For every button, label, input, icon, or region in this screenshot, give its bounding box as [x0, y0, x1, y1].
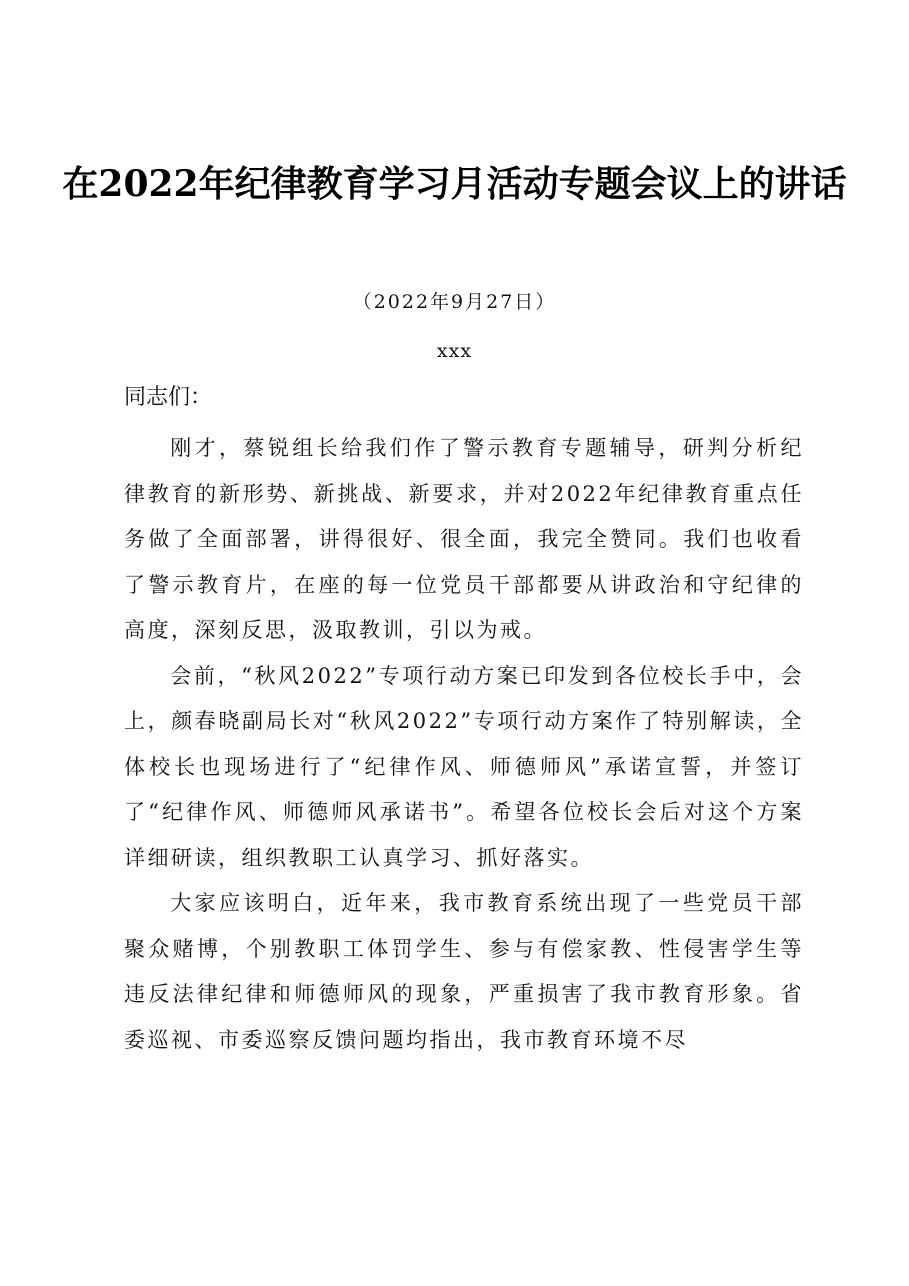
paragraph-1: 刚才，蔡锐组长给我们作了警示教育专题辅导，研判分析纪律教育的新形势、新挑战、新要求，并对2022年纪律教育重点任务做了全面部署，讲得很好、很全面，我完全赞同。我们也收看了警示教育片，在座的每一位党员干部都要从讲政治和守纪律的高度，深刻反思，汲取教训，引以为戒。	[124, 436, 804, 642]
paragraph-2: 会前，“秋风2022”专项行动方案已印发到各位校长手中，会上，颜春晓副局长对“秋风2022”专项行动方案作了特别解读，全体校长也现场进行了“纪律作风、师德师风”承诺宣誓，并签订了“纪律作风、师德师风承诺书”。希望各位校长会后对这个方案详细研读，组织教职工认真学习、抓好落实。	[124, 663, 804, 870]
document-body	[124, 426, 804, 1063]
document-title: 在2022年纪律教育学习月活动专题会议上的讲话	[62, 163, 847, 205]
document-author: xxx	[436, 340, 473, 362]
paragraph-3: 大家应该明白，近年来，我市教育系统出现了一些党员干部聚众赌博，个别教职工体罚学生、参与有偿家教、性侵害学生等违反法律纪律和师德师风的现象，严重损害了我市教育形象。省委巡视、市委巡察反馈问题均指出，我市教育环境不尽	[124, 891, 804, 1052]
document-date: （2022年9月27日）	[352, 291, 557, 313]
salutation: 同志们：	[124, 385, 213, 410]
